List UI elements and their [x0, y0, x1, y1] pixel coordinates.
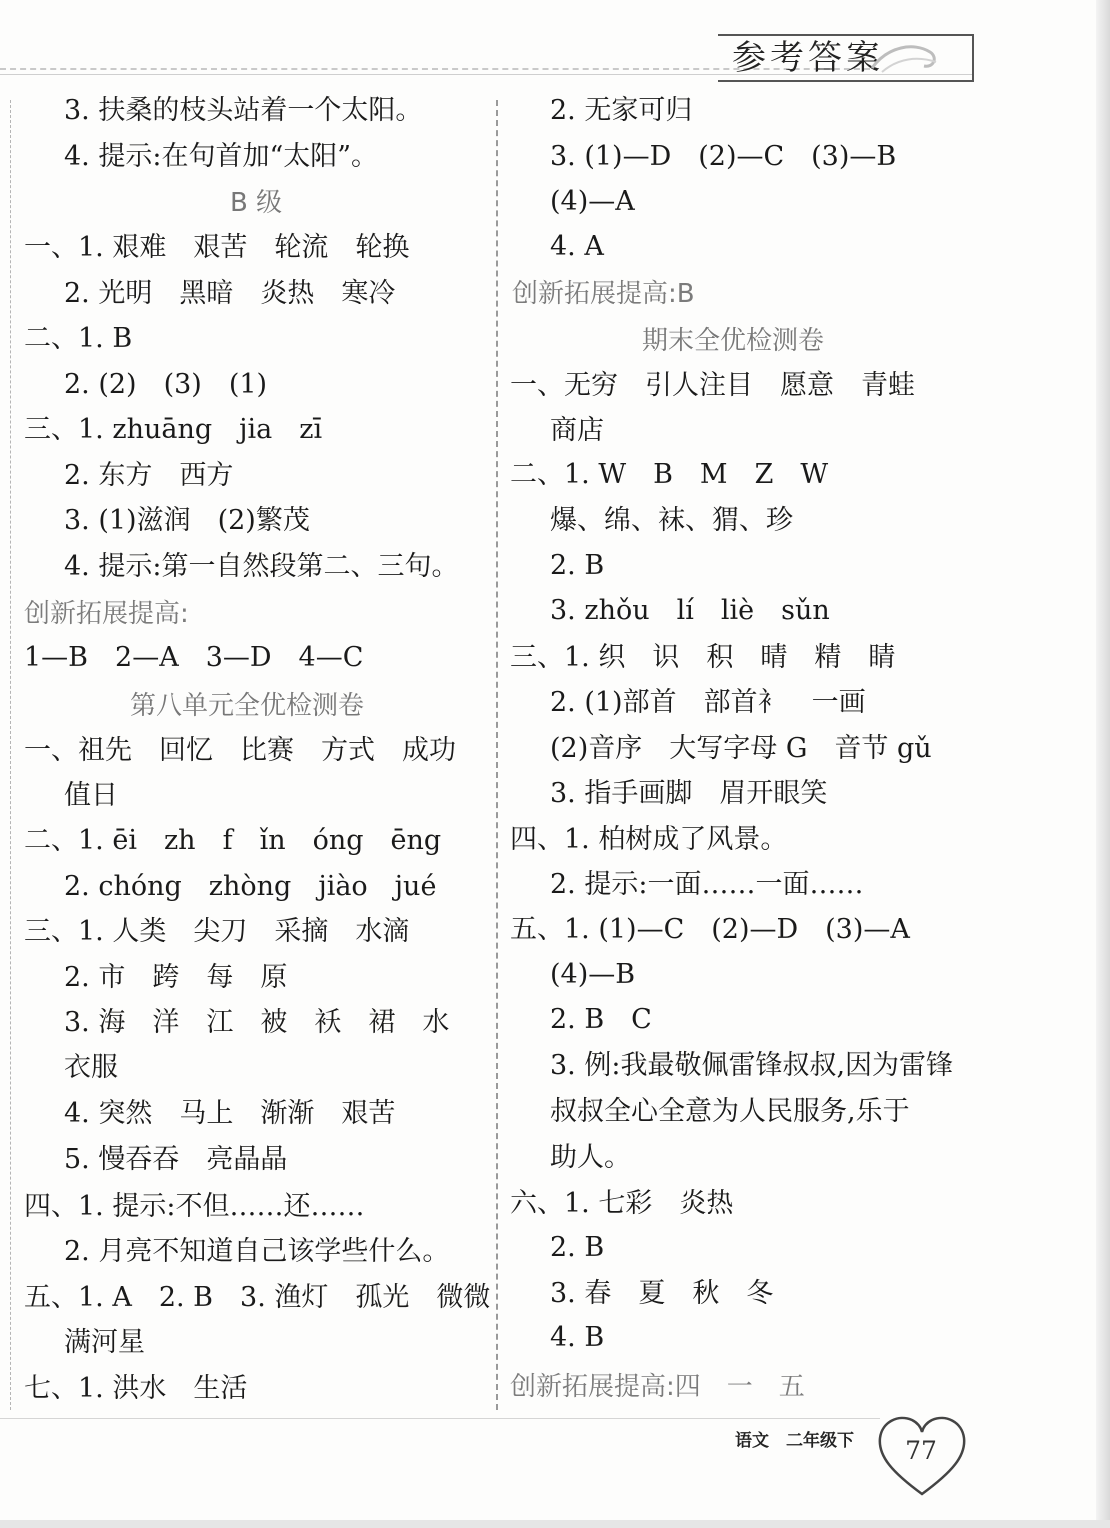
- answer-line: (4)—A: [550, 186, 635, 217]
- answer-line: 满河星: [64, 1327, 145, 1358]
- footer-rule: [0, 1418, 880, 1419]
- answer-line: 1—B 2—A 3—D 4—C: [24, 642, 364, 673]
- answer-line: 2. 月亮不知道自己该学些什么。: [64, 1236, 450, 1267]
- answer-line: 2. B: [550, 1232, 605, 1263]
- answer-line: 二、1. W B M Z W: [510, 459, 829, 490]
- answer-line: 5. 慢吞吞 亮晶晶: [64, 1144, 288, 1175]
- answer-line: 4. B: [550, 1322, 605, 1353]
- answer-line: 3. zhǒu lí liè sǔn: [550, 595, 830, 626]
- page-number: 77: [905, 1436, 937, 1465]
- left-margin-line: [10, 100, 11, 1410]
- answer-line: 2. B C: [550, 1004, 652, 1035]
- answer-line: 2. 提示:一面……一面……: [550, 869, 864, 900]
- answer-line: 4. 提示:在句首加“太阳”。: [64, 141, 379, 172]
- column-divider: [496, 100, 498, 1410]
- answer-line: 3. 例:我最敬佩雷锋叔叔,因为雷锋: [550, 1050, 954, 1081]
- answer-line: 四、1. 柏树成了风景。: [510, 824, 788, 855]
- section-heading: 期末全优检测卷: [642, 326, 825, 356]
- answer-line: 3. 春 夏 秋 冬: [550, 1278, 774, 1309]
- answer-line: 2. (2) (3) (1): [64, 369, 268, 400]
- answer-line: 2. 无家可归: [550, 95, 693, 126]
- answer-line: 五、1. (1)—C (2)—D (3)—A: [510, 914, 910, 945]
- answer-line: 五、1. A 2. B 3. 渔灯 孤光 微微: [24, 1282, 491, 1313]
- answer-line: 2. 市 跨 每 原: [64, 962, 288, 993]
- answer-line: 一、祖先 回忆 比赛 方式 成功: [24, 735, 456, 766]
- section-heading: B 级: [230, 188, 283, 218]
- page-title: 参考答案: [732, 38, 884, 78]
- answer-line: 2. B: [550, 550, 605, 581]
- answer-line: 3. (1)—D (2)—C (3)—B: [550, 141, 897, 172]
- answer-line: 二、1. ēi zh f ǐn óng ēng: [24, 825, 442, 856]
- answer-line: 六、1. 七彩 炎热: [510, 1188, 734, 1219]
- answer-line: 商店: [550, 415, 604, 446]
- answer-line: 3. 指手画脚 眉开眼笑: [550, 778, 828, 809]
- answer-line: 一、1. 艰难 艰苦 轮流 轮换: [24, 232, 410, 263]
- extension-answer: 创新拓展提高:B: [512, 279, 695, 309]
- answer-line: 2. chóng zhòng jiào jué: [64, 871, 437, 902]
- answer-line: 叔叔全心全意为人民服务,乐于: [550, 1096, 910, 1127]
- answer-line: 三、1. 织 识 积 晴 精 睛: [510, 642, 896, 673]
- answer-line: 衣服: [64, 1052, 118, 1083]
- footer-subject: 语文 二年级下: [735, 1431, 854, 1451]
- answer-line: 一、无穷 引人注目 愿意 青蛙: [510, 370, 915, 401]
- answer-line: 4. 提示:第一自然段第二、三句。: [64, 551, 459, 582]
- answer-line: 爆、绵、袜、猬、珍: [550, 505, 793, 536]
- answer-line: 三、1. 人类 尖刀 采摘 水滴: [24, 916, 410, 947]
- extension-answer: 创新拓展提高:: [24, 599, 189, 629]
- answer-line: 四、1. 提示:不但……还……: [24, 1191, 365, 1222]
- answer-line: 3. 海 洋 江 被 袄 裙 水: [64, 1007, 450, 1038]
- answer-line: 三、1. zhuāng jia zī: [24, 414, 323, 445]
- page-edge: [1096, 0, 1110, 1528]
- answer-line: 值日: [64, 780, 118, 811]
- answer-line: 二、1. B: [24, 323, 133, 354]
- answer-line: 2. (1)部首 部首衤 一画: [550, 687, 866, 718]
- answer-line: 4. 突然 马上 渐渐 艰苦: [64, 1098, 396, 1129]
- section-heading: 第八单元全优检测卷: [130, 691, 365, 721]
- answer-line: 助人。: [550, 1142, 631, 1173]
- answer-line: 2. 东方 西方: [64, 460, 234, 491]
- extension-answer: 创新拓展提高:四 一 五: [510, 1372, 805, 1402]
- swirl-ornament-icon: [868, 38, 948, 78]
- answer-line: 2. 光明 黑暗 炎热 寒冷: [64, 278, 396, 309]
- answer-line: 七、1. 洪水 生活: [24, 1373, 248, 1404]
- answer-line: 4. A: [550, 231, 604, 262]
- answer-line: 3. 扶桑的枝头站着一个太阳。: [64, 95, 423, 126]
- answer-line: 3. (1)滋润 (2)繁茂: [64, 505, 310, 536]
- page-edge-bottom: [0, 1520, 1110, 1528]
- answer-line: (4)—B: [550, 959, 636, 990]
- answer-line: (2)音序 大写字母 G 音节 gǔ: [550, 733, 932, 764]
